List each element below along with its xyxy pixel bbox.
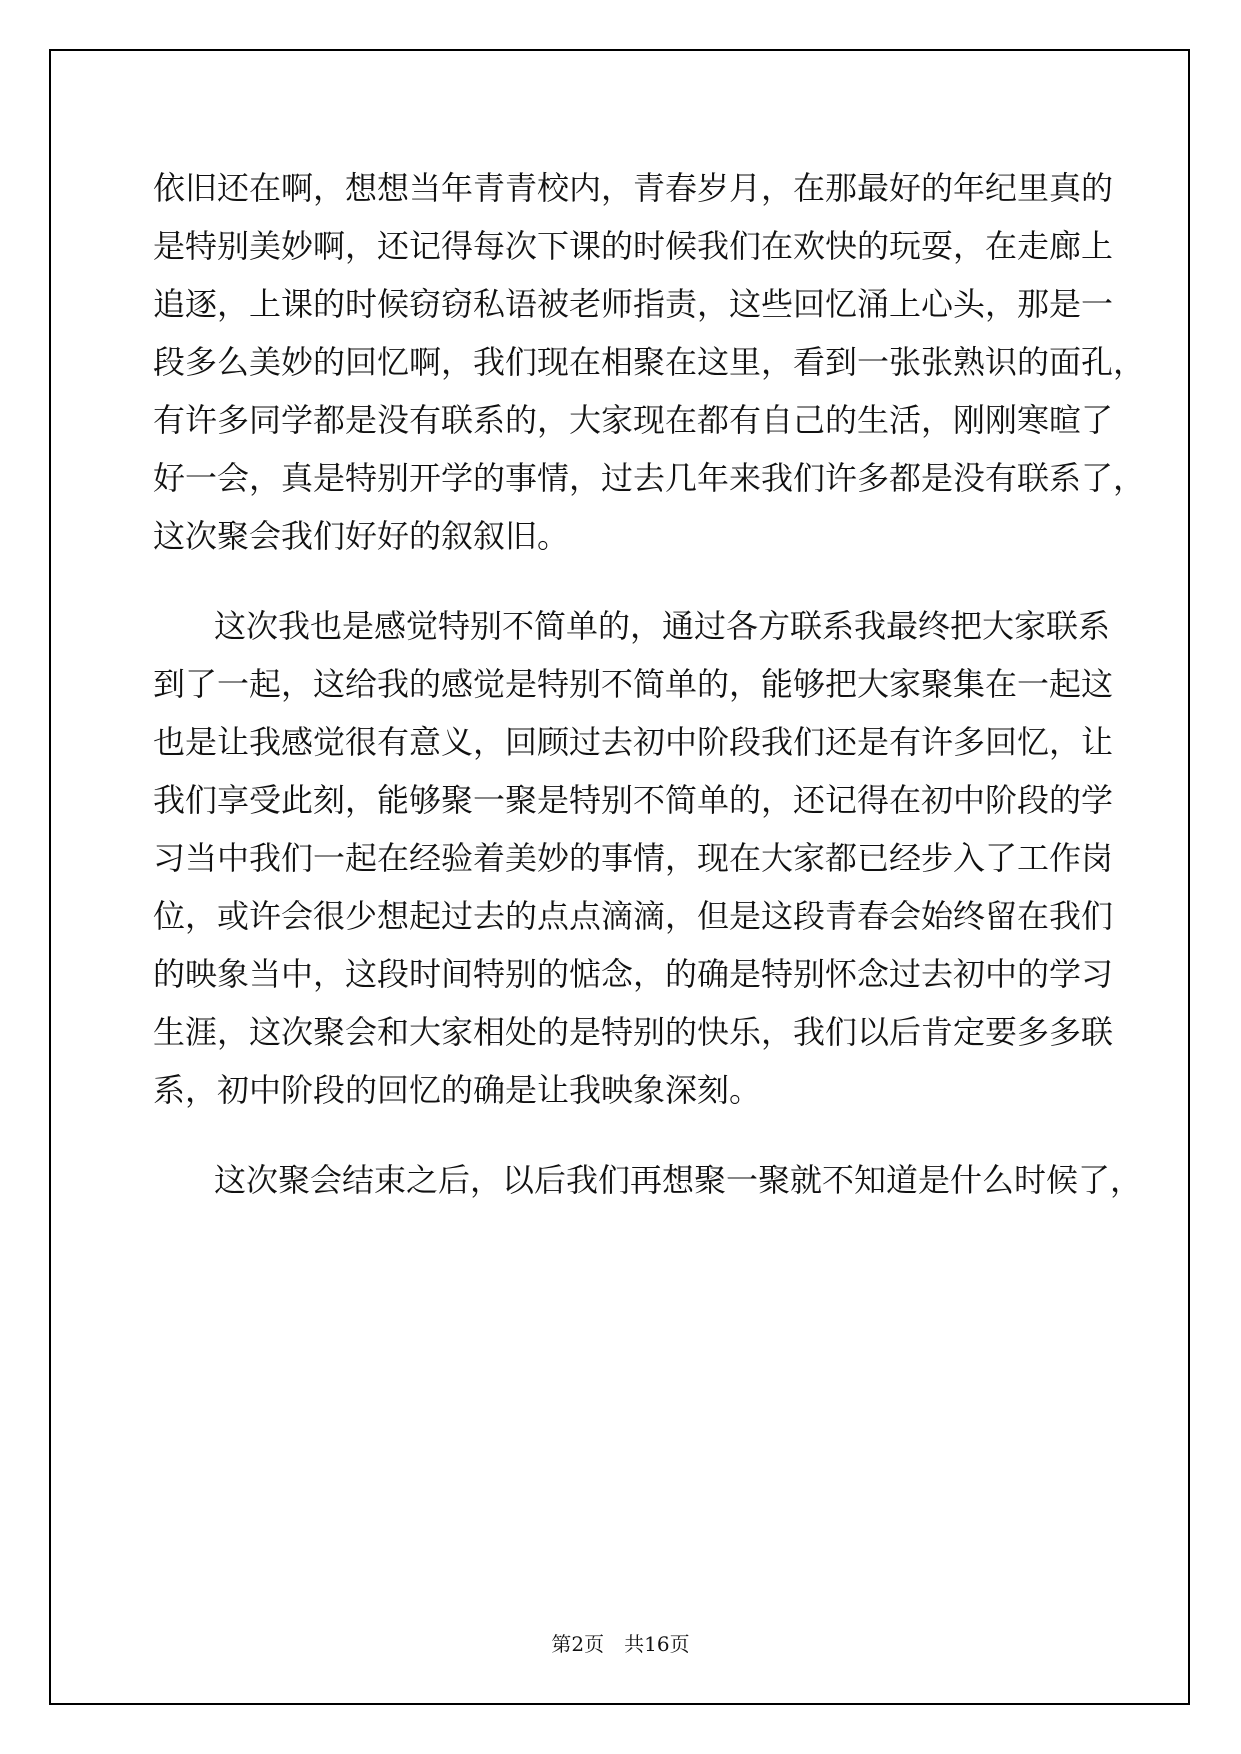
text-line: 生涯，这次聚会和大家相处的是特别的快乐，我们以后肯定要多多联 (153, 1013, 1114, 1051)
text-line: 习当中我们一起在经验着美妙的事情，现在大家都已经步入了工作岗 (153, 839, 1114, 877)
text-line: 好一会，真是特别开学的事情，过去几年来我们许多都是没有联系了， (153, 459, 1146, 497)
text-line: 这次聚会我们好好的叙叙旧。 (153, 517, 570, 555)
text-line: 也是让我感觉很有意义，回顾过去初中阶段我们还是有许多回忆，让 (153, 723, 1114, 761)
text-line: 这次聚会结束之后，以后我们再想聚一聚就不知道是什么时候了， (214, 1161, 1143, 1199)
text-line: 这次我也是感觉特别不简单的，通过各方联系我最终把大家联系 (214, 607, 1111, 645)
text-line: 是特别美妙啊，还记得每次下课的时候我们在欢快的玩耍，在走廊上 (153, 227, 1114, 265)
text-line: 系，初中阶段的回忆的确是让我映象深刻。 (153, 1071, 762, 1109)
page-footer: 第2页 共16页 (551, 1632, 690, 1656)
text-line: 到了一起，这给我的感觉是特别不简单的，能够把大家聚集在一起这 (153, 665, 1114, 703)
text-line: 段多么美妙的回忆啊，我们现在相聚在这里，看到一张张熟识的面孔， (153, 343, 1146, 381)
text-line: 的映象当中，这段时间特别的惦念，的确是特别怀念过去初中的学习 (153, 955, 1114, 993)
text-line: 依旧还在啊，想想当年青青校内，青春岁月，在那最好的年纪里真的 (153, 169, 1114, 207)
text-line: 有许多同学都是没有联系的，大家现在都有自己的生活，刚刚寒暄了 (153, 401, 1114, 439)
text-line: 位，或许会很少想起过去的点点滴滴，但是这段青春会始终留在我们 (153, 897, 1114, 935)
text-line: 追逐，上课的时候窃窃私语被老师指责，这些回忆涌上心头，那是一 (153, 285, 1114, 323)
text-line: 我们享受此刻，能够聚一聚是特别不简单的，还记得在初中阶段的学 (153, 781, 1114, 819)
